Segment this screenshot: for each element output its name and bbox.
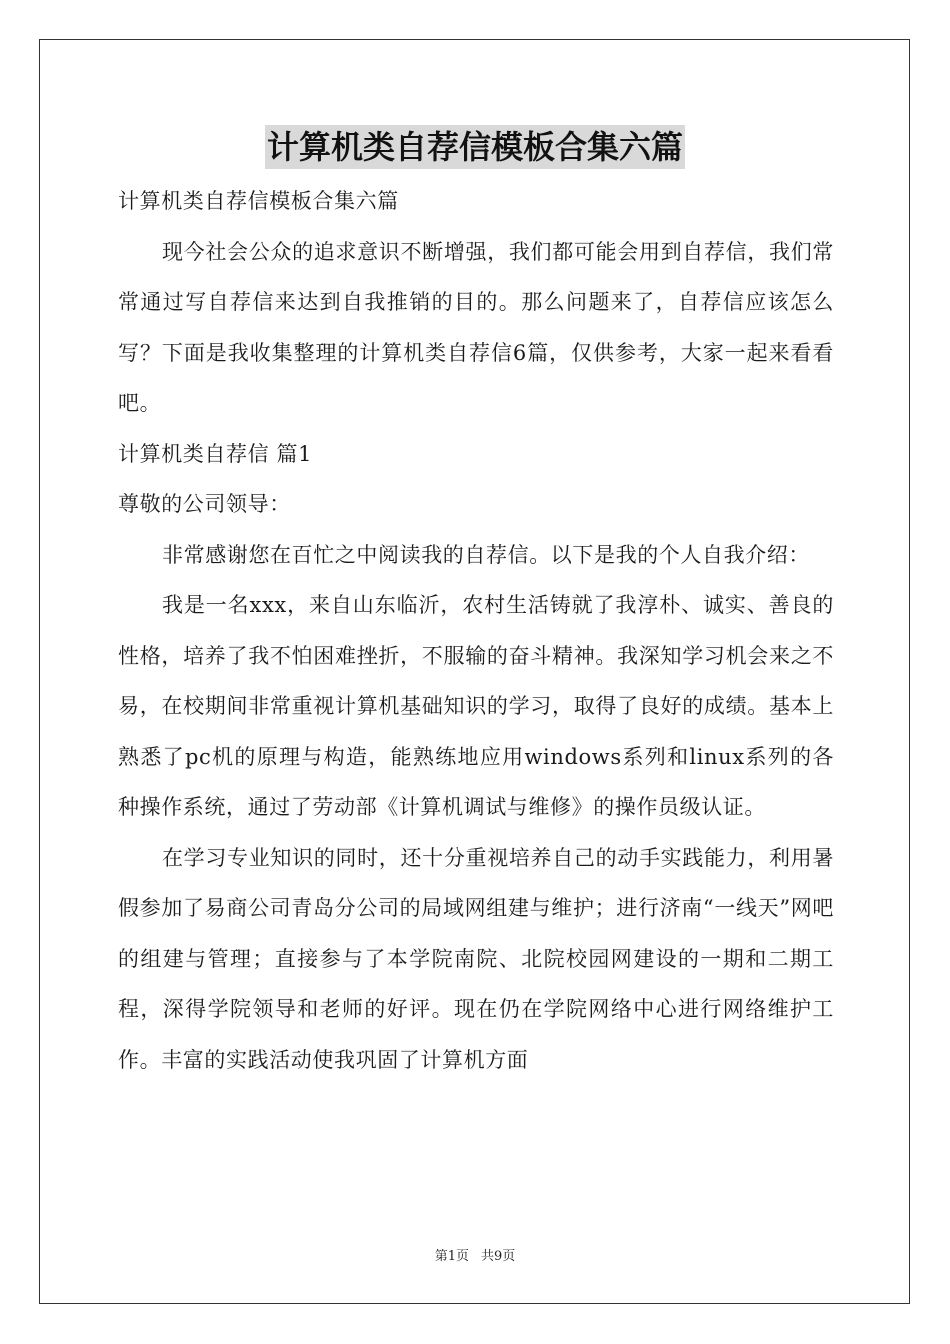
title-container <box>0 125 950 169</box>
intro-paragraph: 现今社会公众的追求意识不断增强，我们都可能会用到自荐信，我们常常通过写自荐信来达到自我推销的目的。那么问题来了，自荐信应该怎么写？下面是我收集整理的计算机类自荐信6篇，仅供参考，大家一起来看看吧。 <box>118 239 834 415</box>
page-total: 共9页 <box>481 1249 516 1264</box>
body-paragraph: 非常感谢您在百忙之中阅读我的自荐信。以下是我的个人自我介绍： <box>162 542 810 567</box>
document-title: 计算机类自荐信模板合集六篇 <box>265 125 685 169</box>
section-heading: 计算机类自荐信 篇1 <box>118 441 313 466</box>
document-body <box>118 176 834 1085</box>
body-paragraph: 我是一名xxx，来自山东临沂，农村生活铸就了我淳朴、诚实、善良的性格，培养了我不怕困难挫折，不服输的奋斗精神。我深知学习机会来之不易，在校期间非常重视计算机基础知识的学习，取得了良好的成绩。基本上熟悉了pc机的原理与构造，能熟练地应用windows系列和linux系列的各种操作系统，通过了劳动部《计算机调试与维修》的操作员级认证。 <box>118 593 834 819</box>
subtitle-line: 计算机类自荐信模板合集六篇 <box>118 189 399 213</box>
salutation: 尊敬的公司领导： <box>118 492 291 516</box>
page-footer <box>0 1248 950 1266</box>
body-paragraph: 在学习专业知识的同时，还十分重视培养自己的动手实践能力，利用暑假参加了易商公司青岛分公司的局域网组建与维护；进行济南“一线天”网吧的组建与管理；直接参与了本学院南院、北院校园网建设的一期和二期工程，深得学院领导和老师的好评。现在仍在学院网络中心进行网络维护工作。丰富的实践活动使我巩固了计算机方面 <box>118 845 834 1072</box>
page-number: 第1页 <box>434 1249 469 1264</box>
